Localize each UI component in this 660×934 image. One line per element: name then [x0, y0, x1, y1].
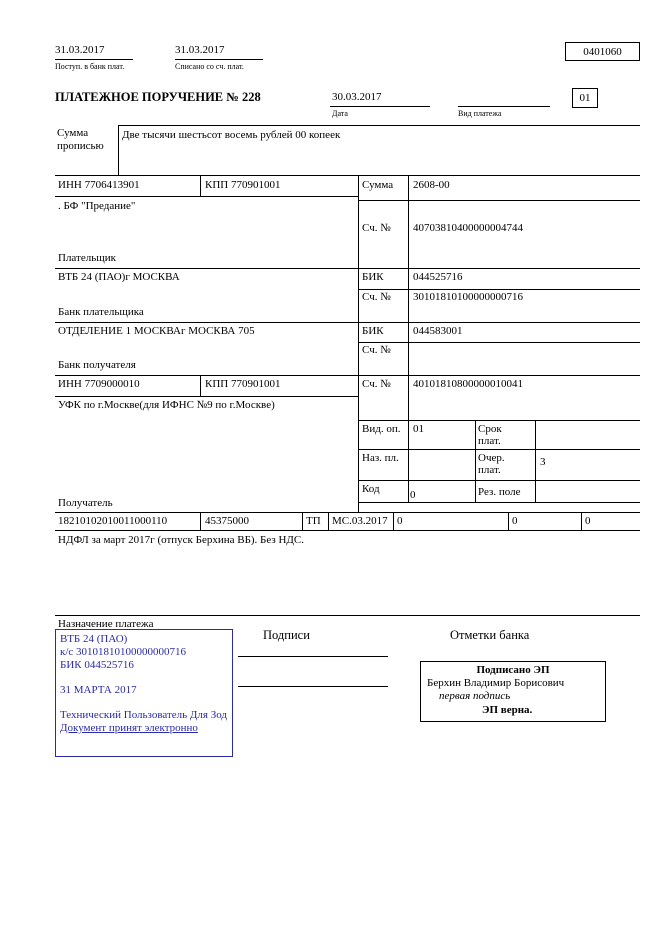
divider	[55, 396, 358, 397]
receiver-bank-caption: Банк получателя	[58, 359, 136, 371]
payer-bank-account-label: Сч. №	[362, 291, 391, 303]
divider	[55, 268, 640, 269]
payer-name: . БФ "Предание"	[58, 200, 136, 212]
divider	[581, 512, 582, 530]
amount-words-label: Сумма	[57, 127, 89, 139]
signer-name: Берхин Владимир Борисович	[427, 677, 565, 690]
payment-order-value: 3	[540, 456, 546, 468]
receiver-bank-name: ОТДЕЛЕНИЕ 1 МОСКВАг МОСКВА 705	[58, 325, 255, 337]
payment-kind-label: Вид платежа	[458, 109, 502, 118]
divider	[358, 502, 640, 503]
payer-account-label: Сч. №	[362, 222, 391, 234]
bank-marks-header: Отметки банка	[450, 628, 530, 642]
divider	[408, 175, 409, 502]
receiver-account: 40101810800000010041	[413, 378, 523, 390]
document-date-field: 0	[512, 515, 518, 527]
receiver-caption: Получатель	[58, 497, 113, 509]
divider	[200, 512, 201, 530]
payer-bank-bik-label: БИК	[362, 271, 384, 283]
divider	[200, 175, 201, 196]
ep-valid-label: ЭП верна.	[482, 703, 533, 716]
document-number: 0	[397, 515, 403, 527]
payment-order-label: плат.	[478, 464, 501, 476]
stamp-bank-name: ВТБ 24 (ПАО)	[60, 633, 128, 645]
debited-date-label: Списано со сч. плат.	[175, 62, 244, 71]
oktmo-code: 45375000	[205, 515, 249, 527]
operation-kind-label: Вид. оп.	[362, 423, 401, 435]
receiver-kpp: КПП 770901001	[205, 378, 281, 390]
code-value: 0	[410, 489, 416, 501]
divider	[55, 59, 133, 60]
payer-status-box: 01	[572, 88, 598, 108]
payer-bank-caption: Банк плательщика	[58, 306, 144, 318]
divider	[458, 106, 550, 107]
divider	[55, 322, 640, 323]
receiver-name: УФК по г.Москве(для ИФНС №9 по г.Москве)	[58, 399, 275, 411]
form-code-box: 0401060	[565, 42, 640, 61]
divider	[302, 512, 303, 530]
divider	[358, 420, 640, 421]
payment-purpose-caption: Назначение платежа	[58, 618, 154, 630]
payer-caption: Плательщик	[58, 252, 116, 264]
payer-bank-account: 30101810100000000716	[413, 291, 523, 303]
stamp-operator: Технический Пользователь Для Зод	[60, 708, 228, 721]
document-date: 30.03.2017	[332, 91, 382, 103]
received-date: 31.03.2017	[55, 44, 105, 56]
divider	[393, 512, 394, 530]
divider	[175, 59, 263, 60]
divider	[118, 125, 119, 175]
stamp-date: 31 МАРТА 2017	[60, 683, 137, 696]
kbk-code: 18210102010011000110	[58, 515, 168, 527]
divider	[358, 480, 640, 481]
received-date-label: Поступ. в банк плат.	[55, 62, 125, 71]
sum-value: 2608-00	[413, 179, 450, 191]
stamp-accepted-note: Документ принят электронно	[60, 721, 198, 734]
signature-line	[238, 686, 388, 687]
payer-account: 40703810400000004744	[413, 222, 523, 234]
divider	[55, 175, 640, 176]
divider	[535, 420, 536, 502]
amount-in-words: Две тысячи шестьсот восемь рублей 00 копеек	[122, 129, 341, 141]
signature-stamp-box	[420, 661, 606, 722]
payment-type-field: 0	[585, 515, 591, 527]
divider	[55, 512, 640, 513]
receiver-inn: ИНН 7709000010	[58, 378, 140, 390]
divider	[508, 512, 509, 530]
document-date-label: Дата	[332, 109, 348, 118]
receiver-account-label: Сч. №	[362, 378, 391, 390]
bank-stamp	[55, 629, 233, 757]
divider	[55, 530, 640, 531]
amount-words-label: прописью	[57, 140, 104, 152]
divider	[55, 196, 358, 197]
divider	[358, 342, 640, 343]
signature-line	[238, 656, 388, 657]
sum-label: Сумма	[362, 179, 394, 191]
divider	[118, 125, 640, 126]
divider	[358, 289, 640, 290]
reserve-field-label: Рез. поле	[478, 486, 521, 498]
due-date-label: плат.	[478, 435, 501, 447]
stamp-corr-account: к/с 30101810100000000716	[60, 645, 187, 658]
signed-ep-title: Подписано ЭП	[476, 664, 550, 676]
payer-kpp: КПП 770901001	[205, 179, 281, 191]
stamp-bik: БИК 044525716	[60, 658, 134, 671]
divider	[200, 375, 201, 396]
first-signature-label: первая подпись	[439, 690, 511, 703]
receiver-bank-bik: 044583001	[413, 325, 463, 337]
signatures-header: Подписи	[263, 628, 310, 642]
code-label: Код	[362, 483, 380, 495]
divider	[330, 106, 430, 107]
receiver-bank-account-label: Сч. №	[362, 344, 391, 356]
payer-inn: ИНН 7706413901	[58, 179, 140, 191]
divider	[358, 200, 640, 201]
divider	[475, 420, 476, 502]
payment-basis: ТП	[306, 515, 321, 527]
operation-kind-value: 01	[413, 423, 424, 435]
divider	[328, 512, 329, 530]
debited-date: 31.03.2017	[175, 44, 225, 56]
payment-order-label: Очер.	[478, 452, 505, 464]
document-title: ПЛАТЕЖНОЕ ПОРУЧЕНИЕ № 228	[55, 90, 261, 104]
tax-period: МС.03.2017	[332, 515, 388, 527]
divider	[55, 375, 640, 376]
divider	[358, 449, 640, 450]
payment-purpose-text: НДФЛ за март 2017г (отпуск Берхина ВБ). Без НДС.	[58, 534, 305, 546]
purpose-code-label: Наз. пл.	[362, 452, 399, 464]
due-date-label: Срок	[478, 423, 502, 435]
receiver-bank-bik-label: БИК	[362, 325, 384, 337]
divider	[55, 615, 640, 616]
divider	[358, 175, 359, 512]
payer-bank-name: ВТБ 24 (ПАО)г МОСКВА	[58, 271, 180, 283]
payer-bank-bik: 044525716	[413, 271, 463, 283]
